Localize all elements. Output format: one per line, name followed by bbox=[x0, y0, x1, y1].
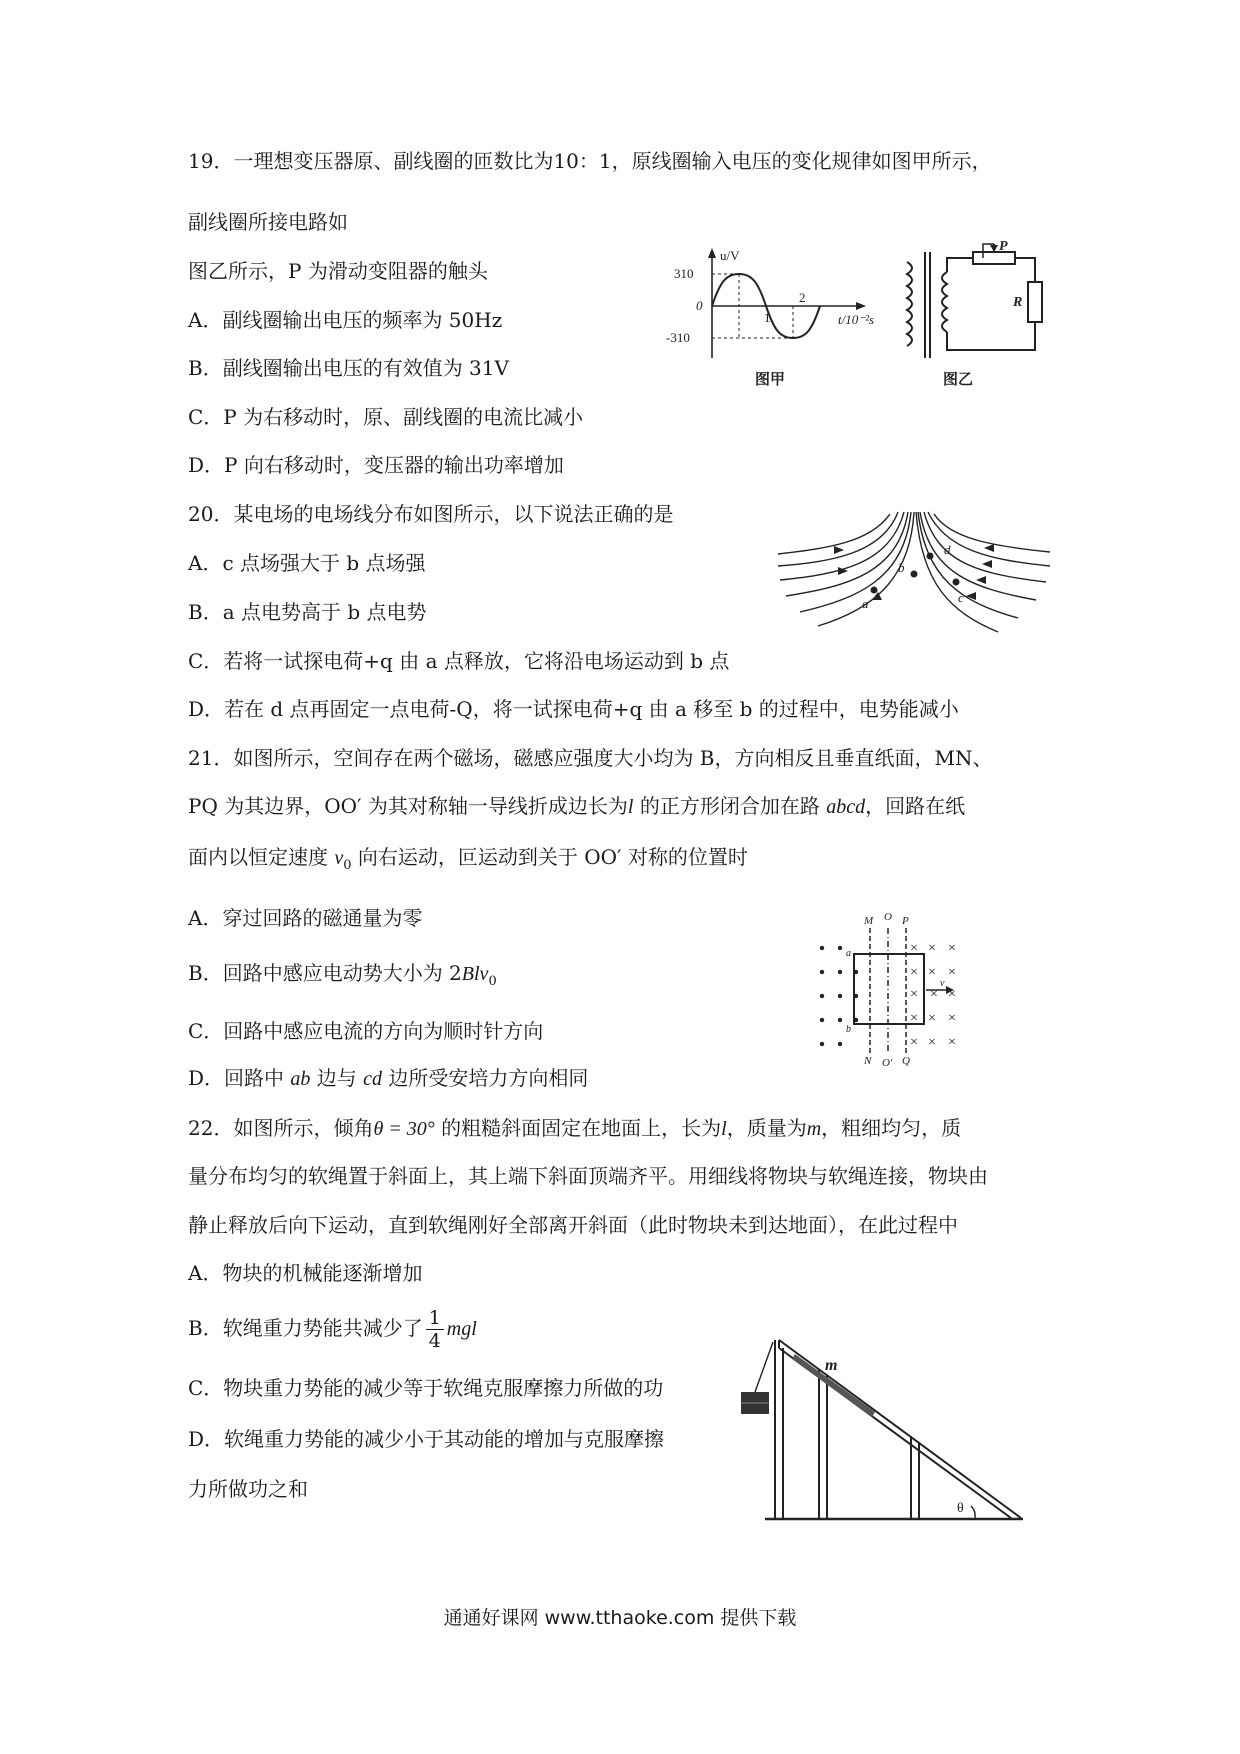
q20-figure-field-lines bbox=[770, 508, 1060, 643]
q22-stem-1c: ，质量为 bbox=[726, 1116, 807, 1140]
q19-fig-caption-jia: 图甲 bbox=[755, 372, 786, 388]
q21-stem-line-1: 21．如图所示，空间存在两个磁场，磁感应强度大小均为 B，方向相反且垂直纸面，MN、 bbox=[188, 746, 993, 770]
q22-option-b-fraction bbox=[426, 1307, 444, 1352]
svg-text:×: × bbox=[928, 941, 936, 956]
q21-fig-label-p: P bbox=[902, 915, 909, 927]
q19-option-d: D．P 向右移动时，变压器的输出功率增加 bbox=[188, 453, 564, 477]
q20-stem: 20．某电场的电场线分布如图所示，以下说法正确的是 bbox=[188, 502, 674, 526]
q22-fig-label-m: m bbox=[825, 1357, 838, 1374]
q19-fig-tick-310: 310 bbox=[674, 266, 694, 281]
svg-text:×: × bbox=[948, 941, 956, 956]
svg-text:×: × bbox=[928, 1035, 936, 1050]
q21-stem-2a: PQ 为其边界，OO′ 为其对称轴一导线折成边长为 bbox=[188, 794, 628, 818]
q22-stem-1b: 的粗糙斜面固定在地面上，长为 bbox=[434, 1116, 722, 1140]
q21-stem-line-3 bbox=[188, 842, 748, 881]
q22-fig-label-theta: θ bbox=[957, 1501, 964, 1516]
q21-option-a: A．穿过回路的磁通量为零 bbox=[188, 906, 423, 930]
q21-option-d bbox=[188, 1063, 588, 1094]
q21-fig-label-b: b bbox=[846, 1024, 851, 1035]
q22-figure-incline bbox=[735, 1330, 1025, 1525]
q21-option-b-sub: 0 bbox=[488, 974, 497, 989]
q20-fig-label-b: b bbox=[898, 560, 905, 575]
q21-option-b-expr: Blv bbox=[461, 963, 489, 985]
q21-fig-label-n: N bbox=[864, 1055, 872, 1067]
q21-fig-label-q: Q bbox=[902, 1055, 910, 1067]
svg-text:×: × bbox=[928, 965, 936, 980]
q21-option-d-pre: D．回路中 bbox=[188, 1066, 291, 1090]
q21-option-d-mid: 边与 bbox=[310, 1066, 364, 1090]
q19-stem-line-1: 19．一理想变压器原、副线圈的匝数比为10：1，原线圈输入电压的变化规律如图甲所示， bbox=[188, 149, 992, 173]
q22-stem-1a: 22．如图所示，倾角 bbox=[188, 1116, 374, 1140]
q21-option-d-ab: ab bbox=[290, 1068, 311, 1090]
q22-option-b-text: B．软绳重力势能共减少了 bbox=[188, 1316, 423, 1340]
q20-option-a: A．c 点场强大于 b 点场强 bbox=[188, 551, 426, 575]
q19-fig-tick-neg310: -310 bbox=[666, 330, 690, 345]
q21-figure-magnetic-field bbox=[810, 908, 980, 1068]
q22-option-a: A．物块的机械能逐渐增加 bbox=[188, 1261, 423, 1285]
q21-option-c: C．回路中感应电流的方向为顺时针方向 bbox=[188, 1019, 544, 1043]
q19-fig-label-p: P bbox=[999, 240, 1008, 254]
q19-figure-transformer-circuit bbox=[895, 240, 1065, 400]
q20-option-c: C．若将一试探电荷+q 由 a 点释放，它将沿电场运动到 b 点 bbox=[188, 649, 730, 673]
svg-text:×: × bbox=[948, 1035, 956, 1050]
q20-fig-label-c: c bbox=[958, 590, 964, 605]
q20-option-b: B．a 点电势高于 b 点电势 bbox=[188, 600, 427, 624]
q21-loop-abcd: abcd bbox=[826, 796, 866, 818]
q20-option-d: D．若在 d 点再固定一点电荷-Q，将一试探电荷+q 由 a 移至 b 的过程中，电势能减小 bbox=[188, 697, 959, 721]
q22-stem-line-3: 静止释放后向下运动，直到软绳刚好全部离开斜面（此时物块未到达地面），在此过程中 bbox=[188, 1213, 958, 1237]
q22-stem-line-1 bbox=[188, 1113, 961, 1144]
svg-text:×: × bbox=[948, 1011, 956, 1026]
q21-fig-label-m: M bbox=[864, 915, 874, 927]
q22-option-c: C．物块重力势能的减少等于软绳克服摩擦力所做的功 bbox=[188, 1376, 664, 1400]
q22-stem-1d: ，粗细均匀，质 bbox=[821, 1116, 962, 1140]
q22-length-l: l bbox=[721, 1118, 727, 1140]
q21-stem-3a: 面内以恒定速度 bbox=[188, 845, 335, 869]
q22-mass-m: m bbox=[806, 1118, 822, 1140]
q22-option-b-expr: mgl bbox=[446, 1318, 477, 1340]
q20-fig-label-d: d bbox=[944, 542, 951, 557]
q22-angle-theta: θ = 30° bbox=[373, 1118, 435, 1140]
q19-figure-voltage-waveform bbox=[660, 246, 890, 396]
q21-velocity-sub: 0 bbox=[343, 858, 352, 873]
q21-stem-line-2 bbox=[188, 791, 965, 822]
q21-option-d-cd: cd bbox=[363, 1068, 383, 1090]
svg-text:×: × bbox=[948, 987, 956, 1002]
q21-stem-3b: 向右运动，叵运动到关于 OO′ 对称的位置时 bbox=[351, 845, 748, 869]
q21-option-b-text: B．回路中感应电动势大小为 2 bbox=[188, 961, 462, 985]
q22-fraction-denominator: 4 bbox=[428, 1330, 441, 1352]
q19-option-a: A．副线圈输出电压的频率为 50Hz bbox=[188, 308, 503, 332]
q19-fig-tick-1: 1 bbox=[764, 310, 771, 325]
svg-text:×: × bbox=[930, 987, 938, 1002]
svg-text:×: × bbox=[910, 1035, 918, 1050]
svg-text:×: × bbox=[928, 1011, 936, 1026]
q19-fig-caption-yi: 图乙 bbox=[943, 372, 974, 388]
svg-text:×: × bbox=[910, 941, 918, 956]
q21-side-length-l: l bbox=[627, 796, 634, 818]
q19-fig-tick-0: 0 bbox=[696, 298, 703, 313]
q21-fig-label-o: O bbox=[884, 911, 892, 923]
page-footer: 通通好课网 www.tthaoke.com 提供下载 bbox=[443, 1607, 797, 1629]
q21-fig-label-o-prime: O′ bbox=[882, 1057, 893, 1068]
svg-text:×: × bbox=[910, 1011, 918, 1026]
q22-stem-line-2: 量分布均匀的软绳置于斜面上，其上端下斜面顶端齐平。用细线将物块与软绳连接，物块由 bbox=[188, 1164, 988, 1188]
q21-option-b bbox=[188, 958, 497, 997]
q19-option-c: C．P 为右移动时，原、副线圈的电流比减小 bbox=[188, 405, 584, 429]
svg-text:×: × bbox=[948, 965, 956, 980]
q19-option-b: B．副线圈输出电压的有效值为 31V bbox=[188, 356, 509, 380]
q19-stem-line-3: 图乙所示，P 为滑动变阻器的触头 bbox=[188, 259, 488, 283]
q20-fig-label-a: a bbox=[862, 596, 869, 611]
q19-stem-line-2: 副线圈所接电路如 bbox=[188, 210, 348, 234]
q22-option-d-line-1: D．软绳重力势能的减少小于其动能的增加与克服摩擦 bbox=[188, 1427, 665, 1451]
q21-stem-2c: ，回路在纸 bbox=[865, 794, 966, 818]
q21-fig-label-v: v bbox=[940, 978, 945, 989]
q22-fraction-numerator: 1 bbox=[426, 1307, 444, 1330]
q21-velocity-v: v bbox=[334, 847, 344, 869]
q19-fig-y-axis-label: u/V bbox=[720, 248, 740, 263]
q19-fig-tick-2: 2 bbox=[799, 290, 806, 305]
q19-fig-x-axis-label: t/10⁻²s bbox=[838, 312, 875, 327]
svg-text:×: × bbox=[910, 965, 918, 980]
svg-text:×: × bbox=[910, 987, 918, 1002]
q21-stem-2b: 的正方形闭合加在路 bbox=[633, 794, 827, 818]
q22-option-b bbox=[188, 1307, 477, 1352]
q21-fig-label-a: a bbox=[846, 948, 851, 959]
q22-option-d-line-2: 力所做功之和 bbox=[188, 1477, 308, 1501]
q19-fig-label-r: R bbox=[1013, 295, 1023, 310]
q21-option-d-post: 边所受安培力方向相同 bbox=[382, 1066, 589, 1090]
